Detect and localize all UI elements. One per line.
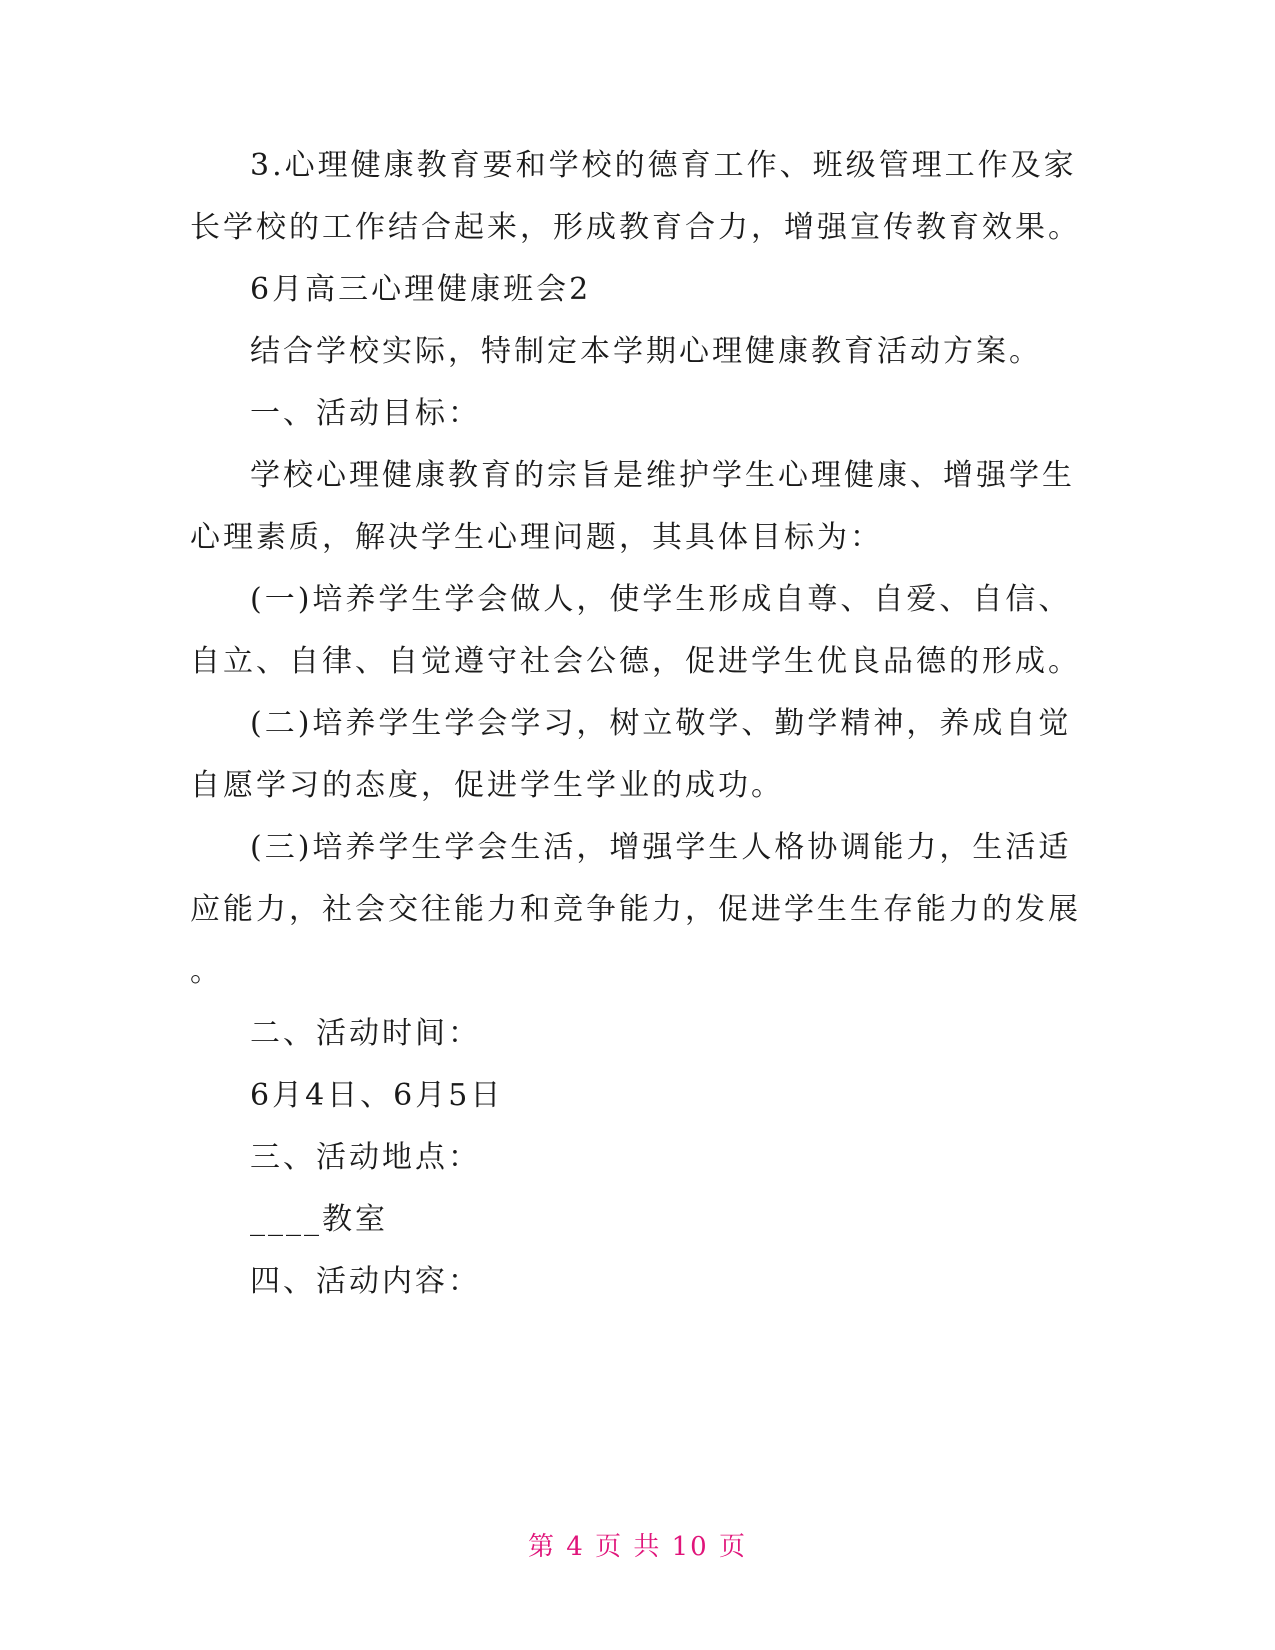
text-line: (三)培养学生学会生活，增强学生人格协调能力，生活适 bbox=[250, 830, 1072, 865]
text-line: (一)培养学生学会做人，使学生形成自尊、自爱、自信、 bbox=[250, 582, 1072, 617]
text-line: (二)培养学生学会学习，树立敬学、勤学精神，养成自觉 bbox=[250, 706, 1072, 741]
text-line: 应能力，社会交往能力和竞争能力，促进学生生存能力的发展 bbox=[190, 892, 1081, 927]
section-heading: 二、活动时间： bbox=[250, 1016, 481, 1051]
text-line: ____教室 bbox=[250, 1202, 388, 1237]
text-line: 自立、自律、自觉遵守社会公德，促进学生优良品德的形成。 bbox=[190, 644, 1081, 679]
text-line: 长学校的工作结合起来，形成教育合力，增强宣传教育效果。 bbox=[190, 210, 1081, 245]
section-heading: 三、活动地点： bbox=[250, 1140, 481, 1175]
text-line: 学校心理健康教育的宗旨是维护学生心理健康、增强学生 bbox=[250, 458, 1075, 493]
text-line: 自愿学习的态度，促进学生学业的成功。 bbox=[190, 768, 784, 803]
text-line: 6月4日、6月5日 bbox=[250, 1078, 504, 1113]
text-line: 心理素质，解决学生心理问题，其具体目标为： bbox=[190, 520, 883, 555]
page-number-footer: 第 4 页 共 10 页 bbox=[528, 1532, 747, 1562]
text-line: 结合学校实际，特制定本学期心理健康教育活动方案。 bbox=[250, 334, 1042, 369]
section-heading: 四、活动内容： bbox=[250, 1264, 481, 1299]
text-line: 。 bbox=[190, 954, 223, 989]
section-heading: 6月高三心理健康班会2 bbox=[250, 272, 592, 307]
section-heading: 一、活动目标： bbox=[250, 396, 481, 431]
text-line: 3.心理健康教育要和学校的德育工作、班级管理工作及家 bbox=[250, 148, 1077, 183]
